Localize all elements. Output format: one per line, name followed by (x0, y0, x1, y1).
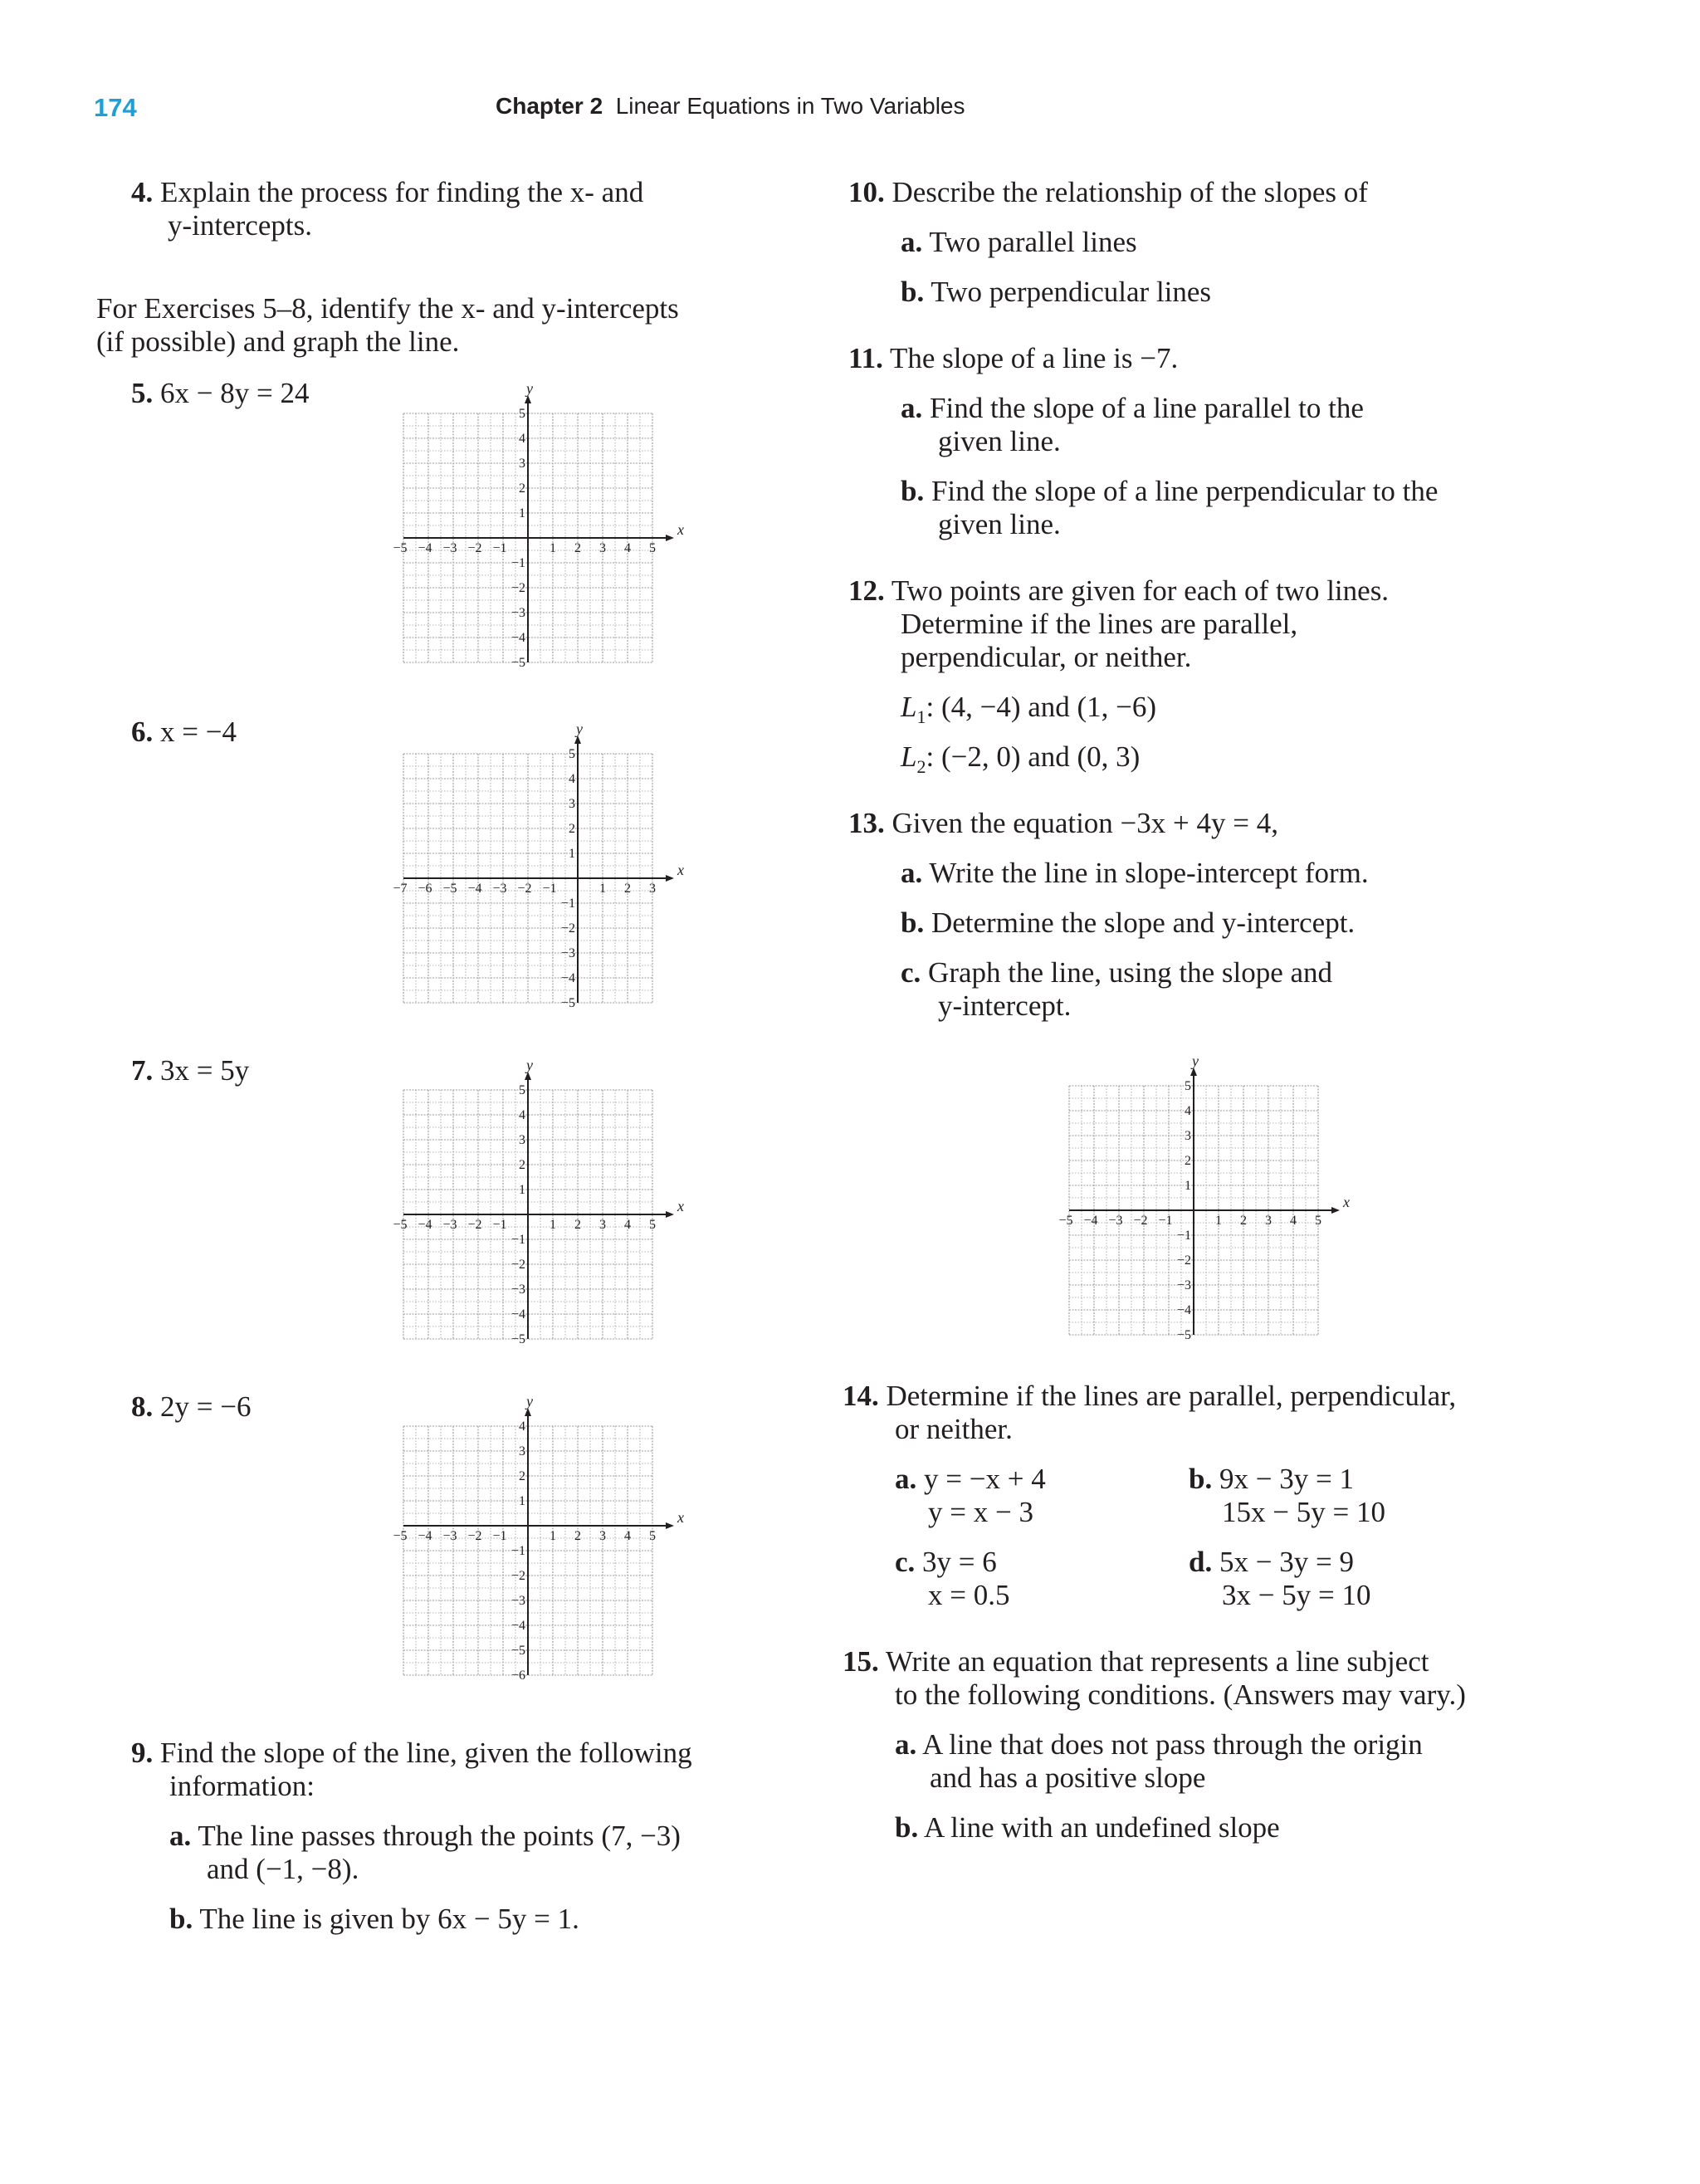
exercise-12-cont2: perpendicular, or neither. (901, 641, 1192, 673)
exercise-11b-cont: given line. (938, 508, 1061, 540)
part-label: b. (901, 906, 925, 939)
y-tick-label: −4 (560, 971, 575, 985)
part-text: Write the line in slope-intercept form. (929, 857, 1369, 889)
exercise-text: Two points are given for each of two lines. (891, 574, 1390, 607)
part-label: c. (901, 956, 921, 989)
exercise-13b (901, 906, 1355, 940)
exercise-13c-cont: y-intercept. (938, 989, 1072, 1022)
exercise-11b (901, 475, 1438, 508)
x-tick-label: −4 (418, 541, 432, 555)
y-tick-label: 4 (519, 1419, 525, 1434)
y-tick-label: 5 (519, 407, 525, 421)
line-points: : (−2, 0) and (0, 3) (926, 740, 1141, 773)
x-tick-label: 2 (1240, 1214, 1247, 1228)
exercise-11a (901, 392, 1364, 425)
exercise-text: Find the slope of the line, given the following (160, 1737, 692, 1769)
exercise-number: 6. (131, 716, 154, 748)
part-text: A line with an undefined slope (924, 1811, 1280, 1844)
coordinate-grid-ex8 (390, 1393, 686, 1688)
x-tick-label: 5 (649, 541, 656, 555)
exercise-14a-eq2: y = x − 3 (928, 1496, 1033, 1528)
exercise-number: 10. (848, 176, 885, 208)
x-tick-label: −5 (393, 541, 408, 555)
exercise-number: 14. (843, 1380, 879, 1412)
exercise-text: Write an equation that represents a line subject (885, 1645, 1429, 1678)
exercise-number: 12. (848, 574, 885, 607)
y-tick-label: −1 (560, 897, 575, 911)
exercise-equation: 2y = −6 (160, 1390, 252, 1423)
x-tick-label: 2 (624, 882, 631, 896)
y-tick-label: 4 (519, 432, 525, 446)
part-equation: 9x − 3y = 1 (1219, 1463, 1354, 1495)
part-equation: 3y = 6 (922, 1546, 997, 1578)
x-tick-label: −4 (418, 1529, 432, 1543)
part-label: b. (1189, 1463, 1213, 1495)
exercise-14d-eq2: 3x − 5y = 10 (1222, 1579, 1371, 1611)
x-tick-label: −7 (393, 882, 408, 896)
x-tick-label: 1 (550, 1529, 556, 1543)
x-tick-label: 1 (550, 1218, 556, 1232)
x-tick-label: −3 (442, 541, 457, 555)
x-tick-label: 3 (599, 541, 606, 555)
exercise-15-cont: to the following conditions. (Answers may vary.) (895, 1678, 1466, 1711)
exercise-13c (901, 956, 1332, 989)
exercise-text: Given the equation −3x + 4y = 4, (892, 807, 1279, 839)
y-tick-label: 3 (1185, 1129, 1191, 1143)
x-tick-label: 2 (574, 1529, 581, 1543)
chapter-title: Linear Equations in Two Variables (615, 93, 965, 119)
part-text: Two perpendicular lines (931, 276, 1212, 308)
exercise-7 (131, 1054, 249, 1087)
x-axis-arrow-icon (1331, 1207, 1340, 1214)
part-label: a. (895, 1463, 917, 1495)
y-axis-label: y (1192, 1053, 1199, 1069)
part-label: b. (169, 1903, 193, 1935)
grid-svg (390, 1057, 686, 1347)
part-text: Find the slope of a line perpendicular to the (931, 475, 1439, 507)
exercise-11a-cont: given line. (938, 425, 1061, 457)
y-tick-label: −4 (510, 1307, 525, 1322)
x-tick-label: −6 (418, 882, 432, 896)
line-l1-points (901, 691, 1156, 734)
y-tick-label: 4 (519, 1108, 525, 1122)
y-tick-label: 3 (569, 797, 575, 811)
part-label: b. (901, 475, 925, 507)
x-tick-label: 1 (550, 541, 556, 555)
exercise-number: 8. (131, 1390, 154, 1423)
coordinate-grid-ex7 (390, 1057, 686, 1351)
x-tick-label: −3 (492, 882, 507, 896)
exercise-number: 15. (843, 1645, 879, 1678)
y-tick-label: −2 (510, 1258, 525, 1272)
coordinate-grid-ex13 (1056, 1053, 1351, 1347)
x-tick-label: −5 (1058, 1214, 1073, 1228)
grid-svg (390, 380, 686, 671)
exercise-number: 13. (848, 807, 885, 839)
x-tick-label: −1 (492, 1218, 507, 1232)
y-tick-label: −3 (1176, 1278, 1191, 1292)
part-text: A line that does not pass through the origin (922, 1728, 1423, 1761)
x-tick-label: 4 (1290, 1214, 1297, 1228)
part-equation: y = −x + 4 (924, 1463, 1046, 1495)
grid-svg (390, 1393, 686, 1683)
y-axis-label: y (576, 721, 583, 737)
exercise-5 (131, 377, 309, 410)
part-label: a. (169, 1820, 192, 1852)
y-tick-label: −5 (510, 656, 525, 670)
exercise-number: 11. (848, 342, 883, 374)
exercise-number: 5. (131, 377, 154, 409)
chapter-label: Chapter 2 (496, 93, 603, 119)
y-tick-label: 5 (569, 747, 575, 761)
x-tick-label: −3 (442, 1218, 457, 1232)
exercise-9b (169, 1903, 579, 1936)
x-tick-label: −2 (517, 882, 532, 896)
x-tick-label: 4 (624, 1218, 631, 1232)
exercise-14b (1189, 1463, 1354, 1496)
y-tick-label: 2 (569, 822, 575, 836)
exercise-13 (848, 807, 1278, 840)
y-tick-label: 1 (519, 506, 525, 520)
line-letter: L (901, 691, 917, 723)
part-label: a. (901, 392, 923, 424)
x-tick-label: −1 (492, 541, 507, 555)
x-axis-label: x (1343, 1194, 1350, 1210)
exercise-15b (895, 1811, 1280, 1844)
part-label: a. (901, 857, 923, 889)
x-tick-label: 5 (649, 1529, 656, 1543)
y-tick-label: 4 (1185, 1104, 1191, 1118)
part-text: Two parallel lines (929, 226, 1137, 258)
exercise-text: The slope of a line is −7. (889, 342, 1179, 374)
y-tick-label: −2 (1176, 1253, 1191, 1268)
y-tick-label: −6 (510, 1669, 525, 1683)
exercise-10b (901, 276, 1211, 309)
exercise-10a (901, 226, 1137, 259)
exercise-14 (843, 1380, 1456, 1413)
x-axis-arrow-icon (666, 875, 674, 882)
x-axis-arrow-icon (666, 535, 674, 541)
part-text: Determine the slope and y-intercept. (931, 906, 1356, 939)
x-tick-label: −5 (393, 1529, 408, 1543)
exercise-14c-eq2: x = 0.5 (928, 1579, 1010, 1611)
exercise-9a-cont: and (−1, −8). (207, 1853, 359, 1885)
part-text: Graph the line, using the slope and (928, 956, 1333, 989)
chapter-heading (496, 93, 965, 120)
y-axis-label: y (526, 1393, 533, 1410)
x-tick-label: 1 (599, 882, 606, 896)
coordinate-grid-ex5 (390, 380, 686, 675)
y-tick-label: −2 (510, 581, 525, 595)
x-tick-label: −4 (467, 882, 482, 896)
x-tick-label: 2 (574, 1218, 581, 1232)
exercise-10 (848, 176, 1368, 209)
part-text: Find the slope of a line parallel to the (930, 392, 1364, 424)
x-tick-label: 4 (624, 541, 631, 555)
exercise-4 (131, 176, 643, 209)
exercise-9a (169, 1820, 681, 1853)
exercise-number: 7. (131, 1054, 154, 1087)
y-tick-label: 3 (519, 457, 525, 471)
x-tick-label: −1 (492, 1529, 507, 1543)
x-tick-label: 4 (624, 1529, 631, 1543)
part-label: c. (895, 1546, 916, 1578)
x-axis-label: x (677, 1198, 684, 1214)
exercise-4-cont: y-intercepts. (168, 209, 312, 242)
line-subscript: 1 (916, 706, 926, 727)
x-axis-label: x (677, 862, 684, 878)
y-tick-label: −3 (510, 606, 525, 620)
y-tick-label: −3 (510, 1594, 525, 1608)
y-tick-label: −2 (560, 921, 575, 936)
exercise-14-cont: or neither. (895, 1413, 1013, 1445)
y-tick-label: −1 (1176, 1229, 1191, 1243)
y-tick-label: 2 (1185, 1154, 1191, 1168)
line-points: : (4, −4) and (1, −6) (926, 691, 1157, 723)
grid-svg (1056, 1053, 1351, 1343)
x-tick-label: −4 (418, 1218, 432, 1232)
x-tick-label: 2 (574, 541, 581, 555)
exercise-text: Determine if the lines are parallel, perpendicular, (886, 1380, 1457, 1412)
x-tick-label: −3 (442, 1529, 457, 1543)
exercise-14b-eq2: 15x − 5y = 10 (1222, 1496, 1385, 1528)
x-tick-label: −1 (1158, 1214, 1173, 1228)
page-number: 174 (94, 93, 137, 122)
part-label: a. (901, 226, 923, 258)
x-tick-label: 3 (649, 882, 656, 896)
y-tick-label: 5 (1185, 1079, 1191, 1093)
x-tick-label: 5 (1315, 1214, 1321, 1228)
y-tick-label: 2 (519, 481, 525, 496)
x-tick-label: 3 (599, 1218, 606, 1232)
exercise-15a-cont: and has a positive slope (930, 1761, 1206, 1794)
exercise-equation: x = −4 (160, 716, 237, 748)
y-tick-label: −4 (510, 631, 525, 645)
exercise-text: Describe the relationship of the slopes of (892, 176, 1368, 208)
part-equation: 5x − 3y = 9 (1219, 1546, 1354, 1578)
line-l2-points (901, 740, 1140, 784)
part-label: a. (895, 1728, 917, 1761)
y-tick-label: 4 (569, 772, 575, 786)
exercise-14d (1189, 1546, 1354, 1579)
y-axis-label: y (526, 380, 533, 397)
y-tick-label: −5 (1176, 1328, 1191, 1342)
y-tick-label: 1 (519, 1183, 525, 1197)
x-axis-arrow-icon (666, 1211, 674, 1218)
x-axis-label: x (677, 1509, 684, 1526)
exercise-14c (895, 1546, 997, 1579)
y-tick-label: −1 (510, 1544, 525, 1558)
y-tick-label: −5 (560, 996, 575, 1010)
instructions-5-8-line2: (if possible) and graph the line. (96, 325, 460, 358)
y-tick-label: −4 (510, 1619, 525, 1633)
grid-svg (390, 721, 686, 1011)
x-tick-label: −3 (1108, 1214, 1123, 1228)
x-tick-label: −2 (467, 1529, 482, 1543)
exercise-equation: 6x − 8y = 24 (160, 377, 310, 409)
exercise-9-cont: information: (169, 1770, 315, 1802)
exercise-9 (131, 1737, 692, 1770)
y-tick-label: 5 (519, 1083, 525, 1097)
y-tick-label: −1 (510, 556, 525, 570)
x-tick-label: −4 (1083, 1214, 1098, 1228)
line-letter: L (901, 740, 917, 773)
part-text: The line passes through the points (7, −3) (198, 1820, 681, 1852)
x-tick-label: −2 (467, 541, 482, 555)
x-tick-label: 3 (1265, 1214, 1272, 1228)
y-tick-label: −4 (1176, 1303, 1191, 1317)
y-tick-label: 2 (519, 1158, 525, 1172)
exercise-8 (131, 1390, 251, 1424)
y-tick-label: −1 (510, 1233, 525, 1247)
exercise-number: 9. (131, 1737, 154, 1769)
x-tick-label: −5 (393, 1218, 408, 1232)
x-axis-label: x (677, 521, 684, 538)
exercise-text: Explain the process for finding the x- and (160, 176, 644, 208)
exercise-number: 4. (131, 176, 154, 208)
part-label: b. (895, 1811, 919, 1844)
x-tick-label: −1 (542, 882, 557, 896)
exercise-equation: 3x = 5y (160, 1054, 250, 1087)
exercise-11 (848, 342, 1178, 375)
part-text: The line is given by 6x − 5y = 1. (199, 1903, 579, 1935)
exercise-15a (895, 1728, 1423, 1761)
exercise-12 (848, 574, 1389, 608)
exercise-12-cont1: Determine if the lines are parallel, (901, 608, 1298, 640)
x-tick-label: 3 (599, 1529, 606, 1543)
line-subscript: 2 (916, 756, 926, 777)
x-tick-label: 1 (1215, 1214, 1222, 1228)
x-tick-label: −5 (442, 882, 457, 896)
x-tick-label: 5 (649, 1218, 656, 1232)
y-tick-label: −5 (510, 1332, 525, 1346)
x-axis-arrow-icon (666, 1522, 674, 1529)
exercise-6 (131, 716, 237, 749)
part-label: b. (901, 276, 925, 308)
y-tick-label: 1 (519, 1494, 525, 1508)
y-tick-label: 3 (519, 1444, 525, 1458)
coordinate-grid-ex6 (390, 721, 686, 1015)
y-tick-label: 1 (569, 847, 575, 861)
y-tick-label: −2 (510, 1569, 525, 1583)
y-tick-label: −5 (510, 1644, 525, 1658)
y-tick-label: 2 (519, 1469, 525, 1483)
part-label: d. (1189, 1546, 1213, 1578)
y-tick-label: 3 (519, 1133, 525, 1147)
x-tick-label: −2 (1133, 1214, 1148, 1228)
exercise-14a (895, 1463, 1046, 1496)
x-tick-label: −2 (467, 1218, 482, 1232)
y-tick-label: 1 (1185, 1179, 1191, 1193)
y-tick-label: −3 (560, 946, 575, 960)
instructions-5-8-line1: For Exercises 5–8, identify the x- and y-intercepts (96, 292, 679, 325)
y-tick-label: −3 (510, 1283, 525, 1297)
exercise-15 (843, 1645, 1429, 1678)
exercise-13a (901, 857, 1369, 890)
y-axis-label: y (526, 1057, 533, 1073)
